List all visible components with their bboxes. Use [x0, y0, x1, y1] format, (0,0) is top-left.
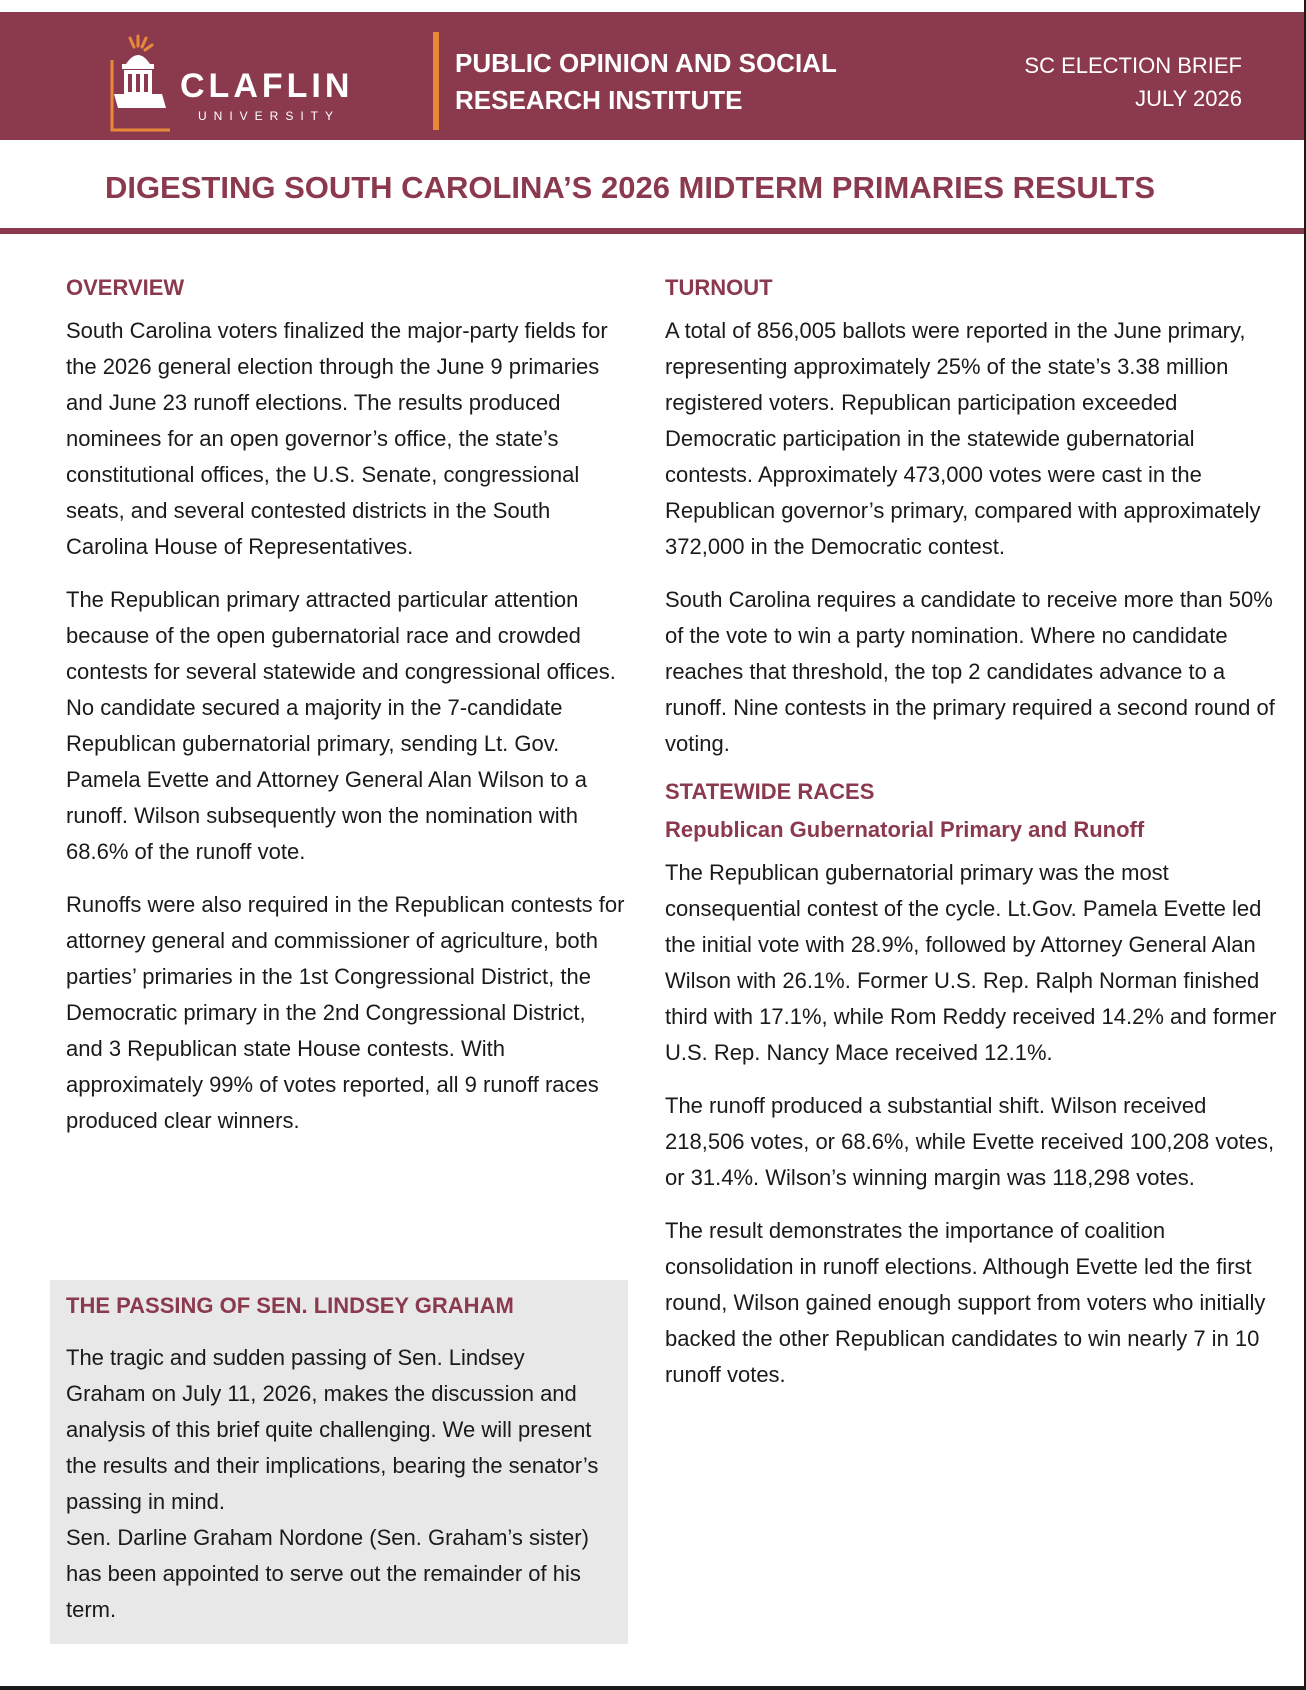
- institute-line-1: PUBLIC OPINION AND SOCIAL: [455, 48, 837, 78]
- logo-wordmark: CLAFLIN: [180, 67, 354, 105]
- statewide-paragraph: The result demonstrates the importance of coalition consolidation in runoff elections. Although Evette led the first round, Wilson gained enough support from voters who initially backed the other Republican candidates to win nearly 7 in 10 runoff votes.: [665, 1218, 1266, 1387]
- header-banner: [0, 12, 1304, 140]
- turnout-heading: TURNOUT: [665, 275, 773, 300]
- callout-heading: THE PASSING OF SEN. LINDSEY GRAHAM: [66, 1293, 514, 1318]
- brief-type: SC ELECTION BRIEF: [1024, 53, 1242, 78]
- brief-label: [1024, 49, 1242, 115]
- institute-name: [455, 45, 925, 119]
- statewide-paragraph: The runoff produced a substantial shift. Wilson received 218,506 votes, or 68.6%, while Evette received 100,208 votes, or 31.4%. Wilson’s winning margin was 118,298 votes.: [665, 1093, 1275, 1190]
- title-rule: [0, 228, 1304, 234]
- overview-paragraph: The Republican primary attracted particular attention because of the open gubernatorial race and crowded contests for several statewide and congressional offices. No candidate secured a majority in the 7-candidate Republican gubernatorial primary, sending Lt. Gov. Pamela Evette and Attorney General Alan Wilson to a runoff. Wilson subsequently won the nomination with 68.6% of the runoff vote.: [66, 587, 616, 864]
- header-divider: [433, 32, 439, 130]
- statewide-paragraph: The Republican gubernatorial primary was the most consequential contest of the cycle. Lt.Gov. Pamela Evette led the initial vote with 28.9%, followed by Attorney General Alan Wilson with 26.1%. Former U.S. Rep. Ralph Norman finished third with 17.1%, while Rom Reddy received 14.2% and former U.S. Rep. Nancy Mace received 12.1%.: [665, 860, 1277, 1065]
- claflin-logo: [110, 32, 390, 132]
- turnout-paragraph: A total of 856,005 ballots were reported in the June primary, representing approximately 25% of the state’s 3.38 million registered voters. Republican participation exceeded Democratic participation in the statewide gubernatorial contests. Approximately 473,000 votes were cast in the Republican governor’s primary, compared with approximately 372,000 in the Democratic contest.: [665, 318, 1261, 559]
- callout-text: Sen. Darline Graham Nordone (Sen. Graham’s sister) has been appointed to serve out the remainder of his term.: [66, 1525, 589, 1622]
- brief-date: JULY 2026: [1135, 86, 1242, 111]
- overview-paragraph: South Carolina voters finalized the major-party fields for the 2026 general election through the June 9 primaries and June 23 runoff elections. The results produced nominees for an open governor’s office, the state’s constitutional offices, the U.S. Senate, congressional seats, and several contested districts in the South Carolina House of Representatives.: [66, 318, 608, 559]
- statewide-heading: STATEWIDE RACES: [665, 779, 875, 804]
- page-edge-bottom: [0, 1686, 1306, 1690]
- callout-text: The tragic and sudden passing of Sen. Lindsey Graham on July 11, 2026, makes the discussion and analysis of this brief quite challenging. We will present the results and their implications, bearing the senator’s passing in mind.: [66, 1345, 599, 1514]
- callout-box: [50, 1280, 628, 1644]
- right-column: [665, 260, 1279, 1410]
- logo-subtitle: UNIVERSITY: [198, 109, 341, 123]
- institute-line-2: RESEARCH INSTITUTE: [455, 85, 743, 115]
- tower-icon: [110, 32, 174, 132]
- overview-paragraph: Runoffs were also required in the Republican contests for attorney general and commissioner of agriculture, both parties’ primaries in the 1st Congressional District, the Democratic primary in the 2nd Congressional District, and 3 Republican state House contests. With approximately 99% of votes reported, all 9 runoff races produced clear winners.: [66, 892, 625, 1133]
- left-column: [66, 260, 626, 1156]
- turnout-paragraph: South Carolina requires a candidate to receive more than 50% of the vote to win a party nomination. Where no candidate reaches that threshold, the top 2 candidates advance to a runoff. Nine contests in the primary required a second round of voting.: [665, 587, 1275, 756]
- gubernatorial-subheading: Republican Gubernatorial Primary and Runoff: [665, 817, 1145, 842]
- overview-heading: OVERVIEW: [66, 275, 185, 300]
- callout-body: [66, 1340, 606, 1628]
- page-title: DIGESTING SOUTH CAROLINA’S 2026 MIDTERM PRIMARIES RESULTS: [104, 170, 1156, 205]
